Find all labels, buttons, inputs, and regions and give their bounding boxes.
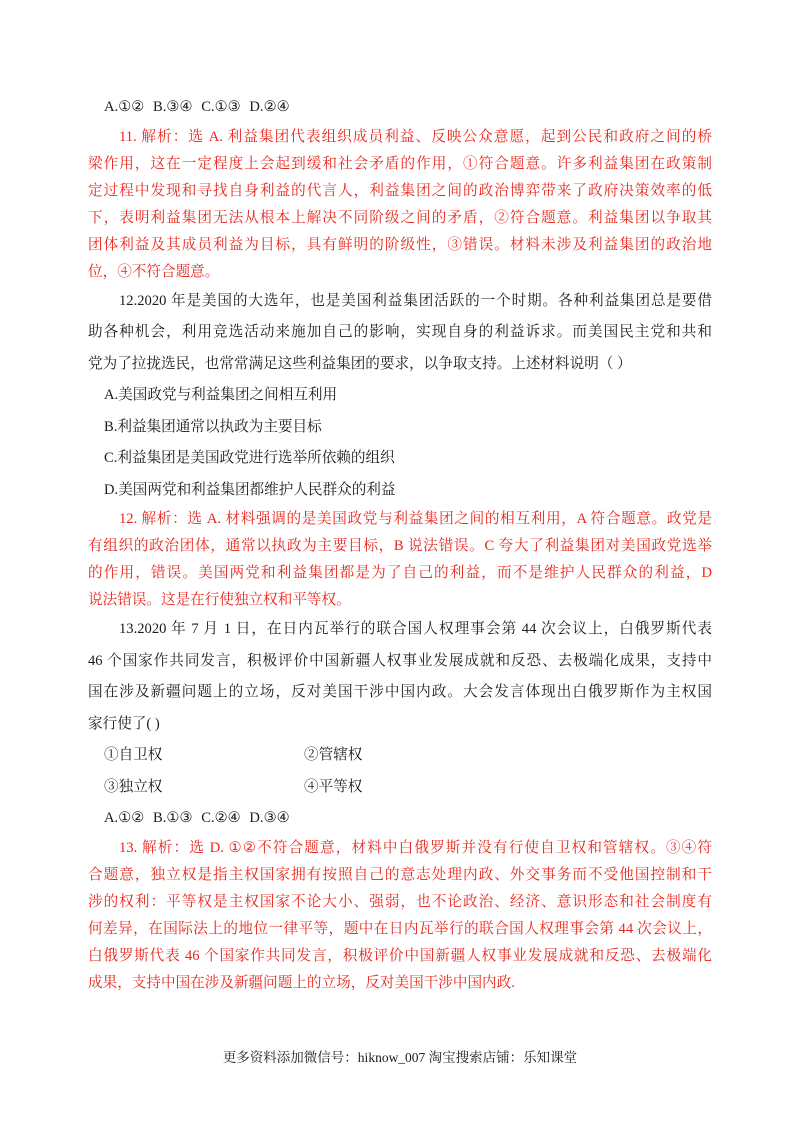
choice-item: ③独立权	[104, 778, 163, 795]
choice-item: ④平等权	[304, 778, 363, 795]
answer-line: 有组织的政治团体，通常以执政为主要目标，B 说法错误。C 夸大了利益集团对美国政党选举	[88, 538, 712, 554]
stem-line: 助各种机会，利用竞选活动来施加自己的影响，实现自身的利益诉求。而美国民主党和共和	[88, 324, 712, 340]
stem-line: 13.2020 年 7 月 1 日，在日内瓦举行的联合国人权理事会第 44 次会议上，白俄罗斯代表	[119, 621, 712, 637]
option-item: A.美国政党与利益集团之间相互利用	[104, 387, 338, 403]
answer-line: 11. 解析：选 A. 利益集团代表组织成员利益、反映公众意愿，起到公民和政府之间的桥	[119, 128, 712, 145]
answer-line: 下，表明利益集团无法从根本上解决不同阶级之间的矛盾，②符合题意。利益集团以争取其	[88, 209, 712, 226]
choice-item: ②管辖权	[304, 747, 363, 763]
answer-line: 合题意，独立权是指主权国家拥有按照自己的意志处理内政、外交事务而不受他国控制和干	[88, 866, 712, 883]
question-12-stem	[88, 286, 712, 381]
stem-line: 国在涉及新疆问题上的立场，反对美国干涉中国内政。大会发言体现出白俄罗斯作为主权国	[88, 684, 712, 700]
question-12-options	[88, 380, 712, 506]
answer-line: 13. 解析：选 D. ①②不符合题意，材料中白俄罗斯并没有行使自卫权和管辖权。③④符	[119, 839, 712, 856]
option-item: B.利益集团通常以执政为主要目标	[104, 418, 322, 435]
answer-line: 成果，支持中国在涉及新疆问题上的立场，反对美国干涉中国内政.	[88, 974, 515, 991]
answer-line: 团体利益及其成员利益为目标，具有鲜明的阶级性，③错误。材料未涉及利益集团的政治地	[88, 236, 712, 253]
stem-line: 12.2020 年是美国的大选年，也是美国利益集团活跃的一个时期。各种利益集团总是要借	[119, 292, 712, 309]
option-item: D.美国两党和利益集团都维护人民群众的利益	[104, 481, 396, 498]
choice-item: ①自卫权	[104, 747, 163, 763]
question-12-analysis	[88, 506, 712, 614]
answer-line: 说法错误。这是在行使独立权和平等权。	[88, 592, 351, 608]
answer-line: 位，④不符合题意。	[88, 263, 220, 280]
question-11-options	[88, 92, 712, 124]
answer-line: 定过程中发现和寻找自身利益的代言人，利益集团之间的政治博弈带来了政府决策效率的低	[88, 182, 712, 199]
answer-line: 涉的权利：平等权是主权国家不论大小、强弱，也不论政治、经济、意识形态和社会制度有	[88, 893, 712, 910]
answer-line: 何差异，在国际法上的地位一律平等，题中在日内瓦举行的联合国人权理事会第 44 次会议上，	[88, 920, 712, 937]
question-13-analysis	[88, 835, 712, 997]
stem-line: 家行使了( )	[88, 715, 160, 732]
options-line: A.①② B.③④ C.①③ D.②④	[104, 99, 290, 115]
answer-line: 12. 解析：选 A. 材料强调的是美国政党与利益集团之间的相互利用，A 符合题意。政党是	[119, 511, 712, 527]
answer-line: 梁作用，这在一定程度上会起到缓和社会矛盾的作用，①符合题意。许多利益集团在政策制	[88, 155, 712, 172]
answer-line: 白俄罗斯代表 46 个国家作共同发言，积极评价中国新疆人权事业发展成就和反恐、去极端化	[88, 947, 712, 964]
document-page	[88, 92, 712, 997]
question-13-stem	[88, 614, 712, 740]
stem-line: 46 个国家作共同发言，积极评价中国新疆人权事业发展成就和反恐、去极端化成果，支持中	[88, 652, 712, 669]
question-13-choices	[88, 740, 712, 803]
page-footer: 更多资料添加微信号：hiknow_007 淘宝搜索店铺：乐知课堂	[222, 1050, 578, 1065]
stem-line: 党为了拉拢选民，也常常满足这些利益集团的要求，以争取支持。上述材料说明（ ）	[88, 355, 632, 372]
question-13-options	[88, 803, 712, 835]
question-11-analysis	[88, 124, 712, 286]
options-line: A.①② B.①③ C.②④ D.③④	[104, 810, 290, 826]
answer-line: 的作用，错误。美国两党和利益集团都是为了自己的利益，而不是维护人民群众的利益，D	[88, 565, 712, 581]
option-item: C.利益集团是美国政党进行选举所依赖的组织	[104, 450, 395, 466]
